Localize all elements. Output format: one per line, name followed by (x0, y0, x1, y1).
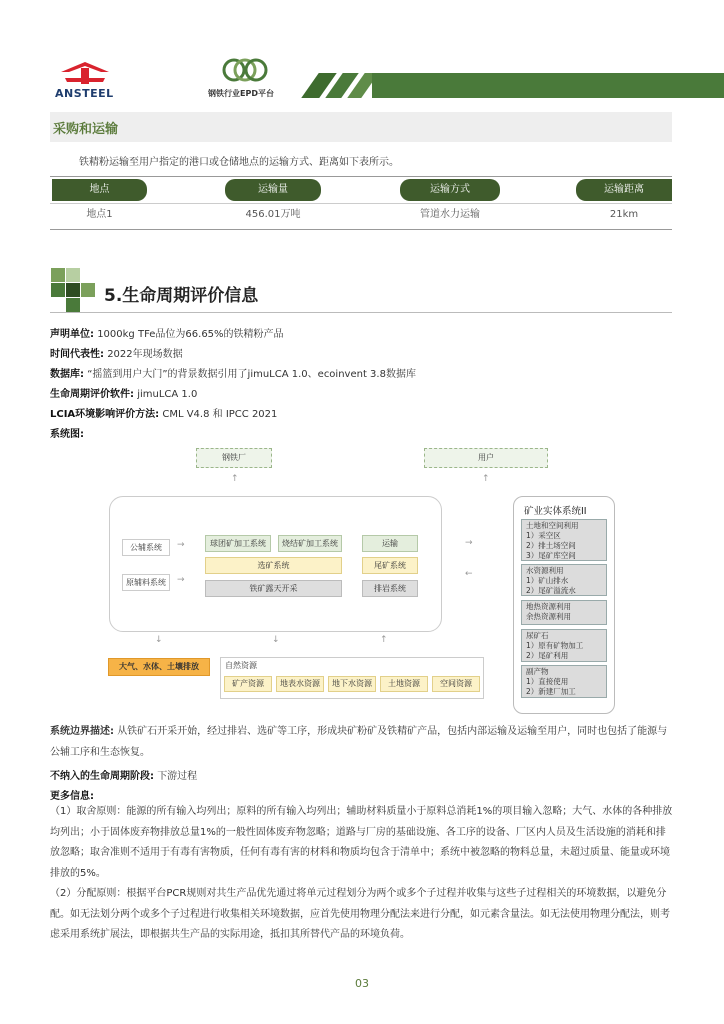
boundary-paragraph (50, 722, 674, 763)
down-arrow-icon: ↓ (155, 635, 163, 645)
tailings-system-box: 尾矿系统 (362, 557, 418, 574)
item-line: 2）排土场空间 (526, 541, 576, 550)
value: 下游过程 (157, 771, 198, 782)
resource-box: 空间资源 (432, 676, 480, 692)
section-title: 采购和运输 (53, 122, 119, 137)
ansteel-logo (55, 58, 115, 98)
label: 数据库: (50, 369, 84, 380)
open-pit-mining-box: 铁矿露天开采 (205, 580, 342, 597)
epd-text: 钢铁行业EPD平台 (208, 89, 274, 98)
allocation-principle-paragraph: （2）分配原则：根据平台PCR规则对共生产品优先通过将单元过程划分为两个或多个子过程并收集与这些子过程相关的环境数据，以避免分配。如无法划分两个或多个子过程进行收集相关环境数据，应首先使用物理分配法来进行分配，如元素含量法。如无法使用物理分配法，则考虑采用系统扩展法，即根据共生产品的实际用途，抵扣其所替代产品的环境负荷。 (50, 888, 670, 940)
mining-entity-title: 矿业实体系统II (524, 506, 587, 517)
label: 更多信息: (50, 791, 94, 802)
more-info-label (50, 787, 94, 802)
emissions-box: 大气、水体、土壤排放 (108, 658, 210, 676)
section-bar (50, 112, 672, 142)
declared-unit-line (50, 325, 284, 340)
natural-resources-title: 自然资源 (225, 661, 257, 670)
byproduct-item (521, 665, 607, 698)
lca-heading: 5.生命周期评价信息 (104, 286, 259, 306)
table-header-location: 地点 (52, 179, 147, 201)
resource-use-item (521, 519, 607, 561)
table-header-distance: 运输距离 (576, 179, 672, 201)
value: CML V4.8 和 IPCC 2021 (162, 409, 278, 420)
software-line (50, 385, 197, 400)
sinter-system-box: 烧结矿加工系统 (278, 535, 342, 552)
item-line: 尿矿石 (526, 631, 549, 640)
value: 从铁矿石开采开始，经过排岩、选矿等工序，形成块矿粉矿及铁精矿产品，包括内部运输及运输至用户，同时也包括了能源与公辅工序和生态恢复。 (50, 726, 668, 758)
cutoff-principle-paragraph: （1）取舍原则：能源的所有输入均列出；原料的所有输入均列出；辅助材料质量小于原料总消耗1%的项目输入忽略；大气、水体的各种排放均列出；小于固体废弃物排放总量1%的一般性固体废弃物忽略；道路与厂房的基础设施、各工序的设备、厂区内人员及生活设施的消耗和排放忽略；取舍准则不适用于有毒有害物质，任何有毒有害的材料和物质均包含于清单中；系统中被忽略的物料总量，未超过质量、能量或环境排放的5%。 (50, 806, 673, 879)
label: 不纳入的生命周期阶段: (50, 771, 154, 782)
resource-box: 矿产资源 (224, 676, 272, 692)
item-line: 1）直接使用 (526, 677, 569, 686)
label: 系统图: (50, 429, 84, 440)
time-line (50, 345, 183, 360)
epd-platform-logo (205, 55, 285, 105)
up-arrow-icon: ↑ (380, 635, 388, 645)
table-header-volume: 运输量 (225, 179, 321, 201)
item-line: 1）原有矿物加工 (526, 641, 584, 650)
right-arrow-icon: → (177, 540, 185, 550)
item-line: 地热资源利用 (526, 602, 571, 611)
beneficiation-system-box: 选矿系统 (205, 557, 342, 574)
waste-rock-system-box: 排岩系统 (362, 580, 418, 597)
item-line: 副产物 (526, 667, 549, 676)
raw-aux-system-box: 原辅料系统 (122, 574, 170, 591)
item-line: 1）采空区 (526, 531, 561, 540)
geothermal-item (521, 600, 607, 625)
steel-plant-box: 钢铁厂 (196, 448, 272, 468)
transport-intro: 铁精粉运输至用户指定的港口或仓储地点的运输方式、距离如下表所示。 (79, 157, 399, 168)
value: “摇篮到用户大门”的背景数据引用了jimuLCA 1.0、ecoinvent 3.8数据库 (87, 369, 416, 380)
up-arrow-icon: ↑ (482, 474, 490, 484)
resource-box: 地下水资源 (328, 676, 376, 692)
system-diagram-label (50, 425, 84, 440)
item-line: 1）矿山排水 (526, 576, 569, 585)
user-box: 用户 (424, 448, 548, 468)
item-line: 土地和空间利用 (526, 521, 579, 530)
up-arrow-icon: ↑ (231, 474, 239, 484)
value: 2022年现场数据 (107, 349, 183, 360)
right-arrow-icon: → (465, 538, 473, 548)
lcia-line (50, 405, 277, 420)
right-arrow-icon: → (177, 575, 185, 585)
item-line: 水资源利用 (526, 566, 564, 575)
database-line (50, 365, 416, 380)
value: 1000kg TFe品位为66.65%的铁精粉产品 (97, 329, 284, 340)
table-cell: 456.01万吨 (245, 209, 301, 220)
item-line: 3）尾矿库空间 (526, 551, 576, 560)
pellet-system-box: 球团矿加工系统 (205, 535, 271, 552)
item-line: 2）尾矿溢流水 (526, 586, 576, 595)
transport-box: 运输 (362, 535, 418, 552)
table-cell: 地点1 (86, 209, 113, 220)
left-arrow-icon: ← (465, 569, 473, 579)
excluded-stage-line (50, 767, 197, 782)
table-header-mode: 运输方式 (400, 179, 500, 201)
resource-box: 地表水资源 (276, 676, 324, 692)
label: 时间代表性: (50, 349, 104, 360)
utility-system-box: 公辅系统 (122, 539, 170, 556)
heading-divider (50, 312, 672, 313)
resource-box: 土地资源 (380, 676, 428, 692)
page-number: 03 (355, 977, 369, 990)
label: LCIA环境影响评价方法: (50, 409, 160, 420)
ore-item (521, 629, 607, 662)
down-arrow-icon: ↓ (272, 635, 280, 645)
label: 声明单位: (50, 329, 94, 340)
logo-text: ANSTEEL (55, 87, 114, 100)
epd-logo-icon (220, 55, 270, 85)
ansteel-logo-icon (55, 58, 115, 88)
item-line: 2）尾矿利用 (526, 651, 569, 660)
table-cell: 管道水力运输 (420, 209, 480, 220)
value: jimuLCA 1.0 (137, 389, 198, 400)
item-line: 余热资源利用 (526, 612, 571, 621)
item-line: 2）新建厂加工 (526, 687, 576, 696)
table-cell: 21km (609, 209, 639, 220)
label: 生命周期评价软件: (50, 389, 134, 400)
water-use-item (521, 564, 607, 596)
label: 系统边界描述: (50, 726, 114, 737)
